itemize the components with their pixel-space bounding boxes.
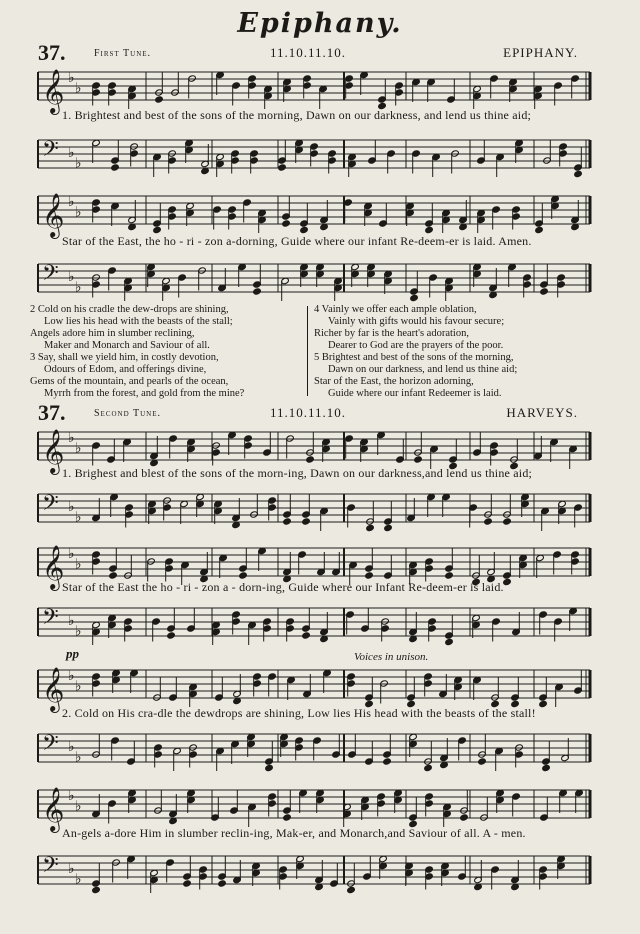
note-head xyxy=(365,572,374,579)
flat-sign: ♭ xyxy=(75,749,82,766)
bass-clef: 𝄢 xyxy=(42,491,59,521)
note-head xyxy=(414,456,423,463)
flat-sign: ♭ xyxy=(68,613,75,629)
meter: 11.10.11.10. xyxy=(270,45,347,60)
verse-line: Dearer to God are the prayers of the poor. xyxy=(328,340,504,351)
flat-sign: ♭ xyxy=(75,556,82,573)
lyric-line: An-gels a-dore Him in slumber reclin-ing, Mak-er, and Monarch,and Saviour of all. A - men. xyxy=(62,826,526,840)
flat-sign: ♭ xyxy=(68,499,75,515)
treble-staff-system-1 xyxy=(34,64,594,112)
tune-label: First Tune. xyxy=(94,48,152,59)
flat-sign: ♭ xyxy=(68,145,75,161)
note-head xyxy=(383,758,392,765)
note-head xyxy=(410,294,419,301)
flat-sign: ♭ xyxy=(75,798,82,815)
dynamic-marking: pp xyxy=(66,646,79,661)
treble-clef: 𝄞 xyxy=(42,193,65,237)
treble-staff-system-2 xyxy=(34,188,594,236)
treble-clef: 𝄞 xyxy=(42,69,65,113)
verse-line: Richer by far is the heart's adoration, xyxy=(314,328,469,339)
note-head xyxy=(109,572,118,579)
note-head xyxy=(283,814,292,821)
note-head xyxy=(425,226,434,233)
bass-staff-system-1 xyxy=(34,132,594,180)
verse-line: Angels adore him in slumber reclining, xyxy=(30,328,195,339)
bass-staff-system-3 xyxy=(34,486,594,534)
flat-sign: ♭ xyxy=(68,546,75,562)
verse-line: 4 Vainly we offer each ample oblation, xyxy=(314,304,477,315)
verse-line: Guide where our infant Redeemer is laid. xyxy=(328,388,502,399)
note-head xyxy=(542,764,551,771)
verse-column-left xyxy=(30,304,310,400)
flat-sign: ♭ xyxy=(75,279,82,296)
note-head xyxy=(253,288,262,295)
tune-name: HARVEYS. xyxy=(506,405,578,420)
note-head xyxy=(92,886,101,893)
flat-sign: ♭ xyxy=(68,70,75,86)
treble-clef: 𝄞 xyxy=(42,545,65,589)
note-head xyxy=(503,518,512,525)
note-head xyxy=(384,524,393,531)
flat-sign: ♭ xyxy=(68,269,75,285)
note-head xyxy=(218,880,227,887)
verse-line: Dawn on our darkness, and lend us thine aid; xyxy=(328,364,518,375)
note-head xyxy=(302,632,311,639)
bass-staff-system-6 xyxy=(34,848,594,896)
verse-line: Star of the East, the horizon adorning, xyxy=(314,376,474,387)
note-head xyxy=(155,96,164,103)
note-head xyxy=(540,288,549,295)
verse-line: Maker and Monarch and Saviour of all. xyxy=(44,340,210,351)
note-head xyxy=(478,758,487,765)
flat-sign: ♭ xyxy=(75,155,82,172)
verse-line: Myrrh from the forest, and gold from the mine? xyxy=(44,388,245,399)
lyric-line: Star of the East, the ho - ri - zon a-dorning, Guide where our infant Re-deem-er is laid. Amen. xyxy=(62,234,532,248)
treble-staff-system-6 xyxy=(34,782,594,830)
note-head xyxy=(366,524,375,531)
note-head xyxy=(111,164,120,171)
flat-sign: ♭ xyxy=(75,871,82,888)
treble-clef: 𝄞 xyxy=(42,787,65,831)
note-head xyxy=(347,886,356,893)
verse-line: 3 Say, shall we yield him, in costly devotion, xyxy=(30,352,219,363)
flat-sign: ♭ xyxy=(68,739,75,755)
verse-line: Vainly with gifts would his favour secure; xyxy=(328,316,505,327)
note-head xyxy=(153,226,162,233)
tune-name: EPIPHANY. xyxy=(503,45,578,60)
note-head xyxy=(183,880,192,887)
flat-sign: ♭ xyxy=(75,440,82,457)
note-head xyxy=(283,518,292,525)
bass-staff-system-5 xyxy=(34,726,594,774)
flat-sign: ♭ xyxy=(68,668,75,684)
treble-staff-system-3 xyxy=(34,424,594,472)
lyric-line: 2. Cold on His cra-dle the dewdrops are shining, Low lies His head with the beasts of the stall! xyxy=(62,706,536,720)
flat-sign: ♭ xyxy=(75,204,82,221)
note-head xyxy=(300,226,309,233)
verse-line: Odours of Edom, and offerings divine, xyxy=(44,364,207,375)
flat-sign: ♭ xyxy=(75,80,82,97)
tune-label: Second Tune. xyxy=(94,408,161,419)
note-head xyxy=(282,220,291,227)
note-head xyxy=(302,518,311,525)
meter: 11.10.11.10. xyxy=(270,405,347,420)
bass-clef: 𝄢 xyxy=(42,853,59,883)
lyric-line: Star of the East the ho - ri - zon a - dorn-ing, Guide where our Infant Re-deem-er is laid. xyxy=(62,580,504,594)
hymn-number: 37. xyxy=(38,400,66,425)
lyric-line: 1. Brightest and best of the sons of the morning, Dawn on our darkness, and lend us thine aid; xyxy=(62,108,532,122)
verse-divider xyxy=(307,306,308,396)
note-head xyxy=(574,170,583,177)
note-head xyxy=(265,764,274,771)
note-head xyxy=(535,226,544,233)
bass-clef: 𝄢 xyxy=(42,261,59,291)
treble-clef: 𝄞 xyxy=(42,429,65,473)
verses-block xyxy=(30,304,610,400)
verse-column-right xyxy=(314,304,594,400)
flat-sign: ♭ xyxy=(68,194,75,210)
note-head xyxy=(424,764,433,771)
flat-sign: ♭ xyxy=(68,861,75,877)
flat-sign: ♭ xyxy=(68,788,75,804)
note-head xyxy=(460,814,469,821)
page-title: Epiphany. xyxy=(237,8,403,39)
hymn-number: 37. xyxy=(38,40,66,65)
performance-direction: Voices in unison. xyxy=(354,651,429,663)
flat-sign: ♭ xyxy=(75,509,82,526)
note-head xyxy=(484,518,493,525)
lyric-line: 1. Brighest and blest of the sons of the morn-ing, Dawn on our darkness,and lend us thine aid; xyxy=(62,466,533,480)
note-head xyxy=(445,572,454,579)
verse-line: Low lies his head with the beasts of the stall; xyxy=(44,316,233,327)
note-head xyxy=(445,638,454,645)
treble-staff-system-5 xyxy=(34,662,594,710)
bass-clef: 𝄢 xyxy=(42,731,59,761)
flat-sign: ♭ xyxy=(75,623,82,640)
verse-line: Gems of the mountain, and pearls of the ocean, xyxy=(30,376,229,387)
bass-staff-system-4 xyxy=(34,600,594,648)
note-head xyxy=(239,572,248,579)
treble-clef: 𝄞 xyxy=(42,667,65,711)
bass-clef: 𝄢 xyxy=(42,137,59,167)
note-head xyxy=(167,632,176,639)
note-head xyxy=(278,164,287,171)
note-head xyxy=(306,456,315,463)
verse-line: 5 Brightest and best of the sons of the morning, xyxy=(314,352,514,363)
bass-staff-system-2 xyxy=(34,256,594,304)
bass-clef: 𝄢 xyxy=(42,605,59,635)
flat-sign: ♭ xyxy=(75,678,82,695)
flat-sign: ♭ xyxy=(68,430,75,446)
verse-line: 2 Cold on his cradle the dew-drops are shining, xyxy=(30,304,229,315)
